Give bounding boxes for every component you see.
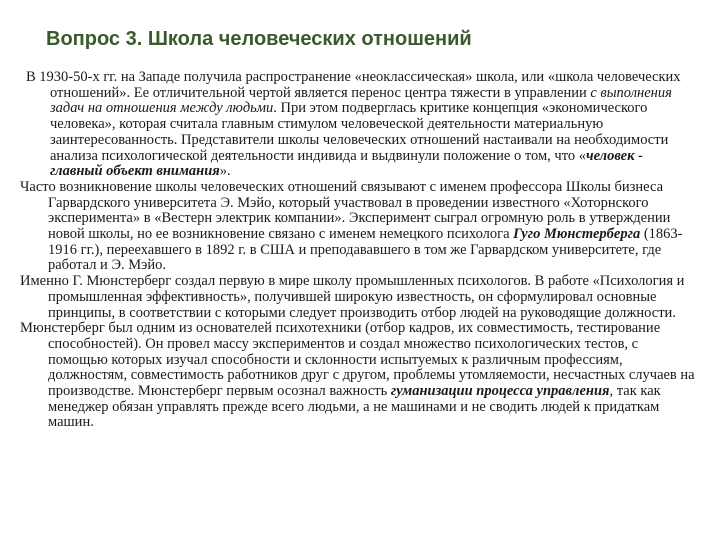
paragraph-4-text: Мюнстерберг был одним из основателей психотехники (отбор кадров, их совместимость, тестирование способностей). Он провел массу экспериментов и создал множество психологических тестов, с помощью которых изучал способности и склонности испытуемых к различным профессиям, должностям, совместимость работников друг с другом, проблемы утомляемости, несчастных случаев на производстве. Мюнстерберг первым осознал важность [20, 320, 695, 400]
paragraph-3-text: Именно Г. Мюнстерберг создал первую в мире школу промышленных психологов. В работе «Психология и промышленная эффективность», получившей широкую известность, он сформулировал основные принципы, в соответствии с которыми следует производить отбор людей на руководящие должности. [20, 273, 685, 321]
paragraph-1-text-2: . При этом подверглась критике концепция «экономического человека», которая считала главным стимулом человеческой деятельности материальную заинтересованность. Представители школы человеческих отношений настаивали на необходимости анализа психологической деятельности индивида и выдвинули положение о том, что « [50, 100, 669, 164]
slide-title: Вопрос 3. Школа человеческих отношений [46, 28, 472, 50]
paragraph-1-key-phrase: человек - главный объект внимания [50, 147, 643, 180]
paragraph-4-key-phrase: гуманизации процесса управления [390, 383, 610, 400]
slide-body [20, 70, 696, 431]
paragraph-2-name: Гуго Мюнстерберга [513, 226, 641, 243]
paragraph-4-text-2: , так как менеджер обязан управлять прежде всего людьми, а не машинами и не сводить людей к придаткам машин. [48, 383, 661, 431]
paragraph-2 [20, 180, 696, 274]
paragraph-1 [20, 70, 696, 180]
paragraph-3 [20, 274, 696, 321]
paragraph-4 [20, 321, 696, 431]
paragraph-2-text-2: (1863-1916 гг.), переехавшего в 1892 г. в США и преподававшего в том же Гарвардском университете, где работал и Э. Мэйо. [48, 226, 683, 274]
paragraph-2-text: Часто возникновение школы человеческих отношений связывают с именем профессора Школы бизнеса Гарвардского университета Э. Мэйо, который участвовал в проведении известного «Хоторнского эксперимента» в «Вестерн электрик компании». Эксперимент сыграл огромную роль в утверждении новой школы, но ее возникновение связано с именем немецкого психолога [20, 178, 671, 243]
paragraph-1-emphasis: с выполнения задач на отношения между людьми [50, 84, 672, 117]
paragraph-1-text-3: ». [219, 163, 231, 180]
paragraph-1-text: В 1930-50-х гг. на Западе получила распространение «неоклассическая» школа, или «школа человеческих отношений». Ее отличительной чертой является перенос центра тяжести в управлении [26, 69, 681, 101]
